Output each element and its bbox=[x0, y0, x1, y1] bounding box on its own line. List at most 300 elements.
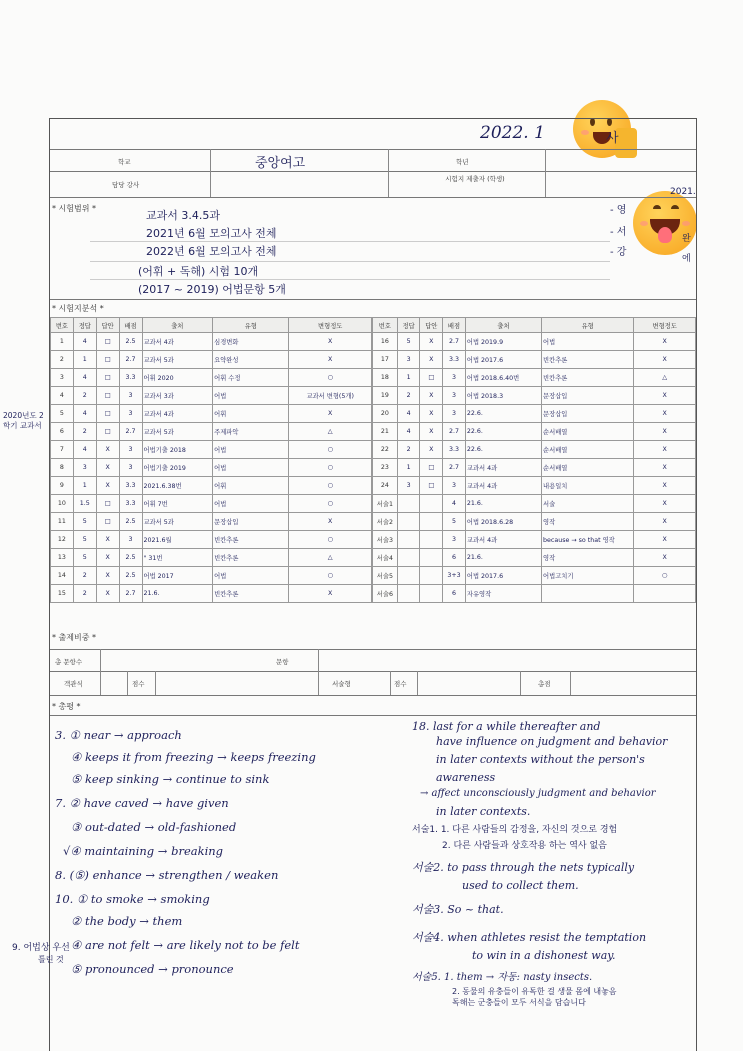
row-points: 2.5 bbox=[119, 567, 142, 585]
row-source: 자유영작 bbox=[465, 585, 541, 603]
row-points: 2.5 bbox=[119, 333, 142, 351]
row-type: 문장삽입 bbox=[542, 387, 634, 405]
row-answer: 1 bbox=[397, 369, 420, 387]
table-row bbox=[51, 423, 372, 441]
row-type: 서술 bbox=[542, 495, 634, 513]
range-tail-2: 완 bbox=[682, 234, 691, 244]
range-note-1: - 영 bbox=[610, 205, 627, 216]
row-mark: X bbox=[420, 405, 443, 423]
review-line: to win in a dishonest way. bbox=[472, 949, 616, 962]
row-number: 24 bbox=[373, 477, 398, 495]
row-points: 3.3 bbox=[443, 351, 466, 369]
row-type: 어법 bbox=[213, 495, 289, 513]
range-note-2: - 서 bbox=[610, 227, 627, 238]
row-source: 교과서 5과 bbox=[142, 513, 213, 531]
row-answer: 2 bbox=[397, 387, 420, 405]
row-number: 4 bbox=[51, 387, 74, 405]
row-degree: X bbox=[634, 387, 696, 405]
row-points: 5 bbox=[443, 513, 466, 531]
range-line-4: (어휘 + 독해) 시험 10개 bbox=[138, 265, 259, 278]
row-answer: 2 bbox=[73, 585, 96, 603]
col-answer: 정답 bbox=[397, 318, 420, 333]
col-no: 번호 bbox=[373, 318, 398, 333]
row-points: 2.7 bbox=[119, 351, 142, 369]
row-number: 서술1 bbox=[373, 495, 398, 513]
row-degree: △ bbox=[634, 369, 696, 387]
row-degree: X bbox=[634, 495, 696, 513]
row-answer: 1 bbox=[397, 459, 420, 477]
row-points: 3.3 bbox=[443, 441, 466, 459]
review-line: 서술3. So ~ that. bbox=[412, 903, 504, 916]
row-degree: X bbox=[634, 441, 696, 459]
table-row bbox=[51, 585, 372, 603]
review-line: ⑤ keep sinking → continue to sink bbox=[71, 772, 270, 786]
table-row bbox=[51, 513, 372, 531]
row-mark: X bbox=[420, 387, 443, 405]
row-degree: X bbox=[634, 549, 696, 567]
row-source: 교과서 4과 bbox=[142, 333, 213, 351]
year-tail-handwriting: 사 bbox=[606, 131, 619, 146]
row-mark: X bbox=[96, 531, 119, 549]
col-answer: 정답 bbox=[73, 318, 96, 333]
review-label: * 총평 * bbox=[52, 702, 81, 711]
table-row bbox=[51, 567, 372, 585]
review-line: 8. (⑤) enhance → strengthen / weaken bbox=[55, 868, 279, 882]
row-mark: □ bbox=[96, 405, 119, 423]
analysis-label: * 시험지분석 * bbox=[52, 304, 104, 313]
col-source: 출처 bbox=[142, 318, 213, 333]
review-line: awareness bbox=[436, 771, 496, 784]
row-number: 2 bbox=[51, 351, 74, 369]
row-source: 어법 2017.6 bbox=[465, 567, 541, 585]
review-left-column bbox=[55, 728, 410, 984]
col-points: 배점 bbox=[119, 318, 142, 333]
row-type: 빈칸추론 bbox=[213, 549, 289, 567]
row-answer: 4 bbox=[397, 405, 420, 423]
table-row bbox=[373, 585, 696, 603]
analysis-table-left bbox=[50, 317, 372, 603]
row-type: 어법 bbox=[213, 387, 289, 405]
row-number: 16 bbox=[373, 333, 398, 351]
table-row bbox=[51, 387, 372, 405]
row-points: 6 bbox=[443, 549, 466, 567]
objective-label: 객관식 bbox=[64, 680, 83, 688]
row-answer: 5 bbox=[397, 333, 420, 351]
row-source: 어법 2018.6.40번 bbox=[465, 369, 541, 387]
range-note-3: - 강 bbox=[610, 247, 627, 258]
review-line: have influence on judgment and behavior bbox=[436, 735, 668, 748]
review-line: 18. last for a while thereafter and bbox=[412, 720, 601, 733]
row-answer: 2 bbox=[73, 387, 96, 405]
row-points: 3 bbox=[443, 531, 466, 549]
row-type: 어휘 bbox=[213, 477, 289, 495]
review-line: ④ are not felt → are likely not to be felt bbox=[71, 938, 300, 952]
row-degree: ○ bbox=[289, 531, 372, 549]
review-line: in later contexts. bbox=[436, 805, 531, 818]
row-answer: 1 bbox=[73, 477, 96, 495]
row-mark bbox=[420, 567, 443, 585]
review-line: 서술1. 1. 다른 사람들의 감정을, 자신의 것으로 경험 bbox=[412, 825, 618, 835]
row-source: 2021.6월 bbox=[142, 531, 213, 549]
row-type: 빈칸추론 bbox=[213, 585, 289, 603]
range-line-1: 교과서 3.4.5과 bbox=[146, 209, 220, 222]
row-degree: ○ bbox=[289, 567, 372, 585]
row-answer: 5 bbox=[73, 513, 96, 531]
table-row bbox=[373, 477, 696, 495]
row-points: 3.3 bbox=[119, 495, 142, 513]
essay-score-label: 점수 bbox=[394, 680, 407, 688]
row-degree: X bbox=[289, 333, 372, 351]
row-number: 8 bbox=[51, 459, 74, 477]
table-row bbox=[373, 441, 696, 459]
row-answer: 5 bbox=[73, 549, 96, 567]
row-type: 어법고치기 bbox=[542, 567, 634, 585]
ratio-label: * 출제비중 * bbox=[52, 633, 96, 642]
row-degree: ○ bbox=[289, 369, 372, 387]
row-answer bbox=[397, 585, 420, 603]
row-mark bbox=[420, 513, 443, 531]
row-points: 4 bbox=[443, 495, 466, 513]
row-type: 문장삽입 bbox=[542, 405, 634, 423]
objective-score-label: 점수 bbox=[132, 680, 145, 688]
row-mark: X bbox=[96, 567, 119, 585]
row-number: 15 bbox=[51, 585, 74, 603]
row-number: 3 bbox=[51, 369, 74, 387]
row-type: 주제파악 bbox=[213, 423, 289, 441]
row-number: 서술3 bbox=[373, 531, 398, 549]
table-row bbox=[373, 549, 696, 567]
row-number: 서술4 bbox=[373, 549, 398, 567]
row-source: 22.6. bbox=[465, 423, 541, 441]
row-type: 빈칸추론 bbox=[542, 351, 634, 369]
row-degree: X bbox=[634, 459, 696, 477]
row-degree: X bbox=[289, 351, 372, 369]
row-answer: 4 bbox=[73, 369, 96, 387]
col-mark: 답안 bbox=[96, 318, 119, 333]
range-label: * 시험범위 * bbox=[52, 204, 96, 213]
review-left-margin-2: 틀린 것 bbox=[38, 955, 64, 964]
row-degree: X bbox=[634, 405, 696, 423]
review-line: ③ out-dated → old-fashioned bbox=[71, 820, 237, 834]
row-source: 교과서 3과 bbox=[142, 387, 213, 405]
row-points: 3 bbox=[443, 387, 466, 405]
left-margin-note: 2020년도 2학기 교과서 bbox=[3, 411, 44, 430]
year-handwriting: 2022. 1 bbox=[480, 123, 545, 143]
row-points: 2.5 bbox=[119, 549, 142, 567]
row-mark: X bbox=[420, 333, 443, 351]
row-type: 빈칸추론 bbox=[542, 369, 634, 387]
row-source: 21.6. bbox=[142, 585, 213, 603]
row-degree: ○ bbox=[289, 495, 372, 513]
row-source: 어휘 2020 bbox=[142, 369, 213, 387]
row-points: 3.3 bbox=[119, 477, 142, 495]
col-no: 번호 bbox=[51, 318, 74, 333]
row-points: 2.7 bbox=[119, 585, 142, 603]
row-answer: 2 bbox=[397, 441, 420, 459]
row-answer bbox=[397, 531, 420, 549]
range-line-2: 2021년 6월 모의고사 전체 bbox=[146, 227, 277, 240]
row-source: 어법 2018.3 bbox=[465, 387, 541, 405]
grade-label: 학년 bbox=[456, 158, 469, 166]
col-mark: 답안 bbox=[420, 318, 443, 333]
row-degree: X bbox=[289, 513, 372, 531]
row-degree: △ bbox=[289, 549, 372, 567]
row-source: 교과서 4과 bbox=[142, 405, 213, 423]
row-type: 순서배열 bbox=[542, 459, 634, 477]
row-number: 서술6 bbox=[373, 585, 398, 603]
row-type: 어휘 bbox=[213, 405, 289, 423]
row-number: 11 bbox=[51, 513, 74, 531]
row-number: 서술5 bbox=[373, 567, 398, 585]
row-mark: □ bbox=[96, 513, 119, 531]
row-points: 3 bbox=[119, 531, 142, 549]
review-line: ④ keeps it from freezing → keeps freezing bbox=[71, 750, 316, 764]
row-points: 3 bbox=[443, 477, 466, 495]
review-line: 2. 다른 사람들과 상호작용 하는 역사 없음 bbox=[442, 841, 607, 851]
school-label: 학교 bbox=[118, 158, 131, 166]
row-source: 어법 2017.6 bbox=[465, 351, 541, 369]
row-source: 교과서 4과 bbox=[465, 459, 541, 477]
row-mark: □ bbox=[96, 369, 119, 387]
col-type: 유형 bbox=[542, 318, 634, 333]
row-degree: △ bbox=[289, 423, 372, 441]
row-type: 순서배열 bbox=[542, 423, 634, 441]
row-mark: X bbox=[96, 477, 119, 495]
row-degree: ○ bbox=[289, 441, 372, 459]
row-mark: □ bbox=[420, 477, 443, 495]
row-degree bbox=[634, 585, 696, 603]
row-source: 어법 2018.6.28 bbox=[465, 513, 541, 531]
row-points: 3 bbox=[119, 387, 142, 405]
row-type: because → so that 영작 bbox=[542, 531, 634, 549]
row-answer: 4 bbox=[73, 405, 96, 423]
row-number: 서술2 bbox=[373, 513, 398, 531]
row-type: 순서배열 bbox=[542, 441, 634, 459]
review-line: 7. ② have caved → have given bbox=[55, 796, 229, 810]
row-points: 3+3 bbox=[443, 567, 466, 585]
review-line: in later contexts without the person's bbox=[436, 753, 645, 766]
row-source: 교과서 5과 bbox=[142, 351, 213, 369]
row-mark: X bbox=[96, 549, 119, 567]
row-answer: 2 bbox=[73, 423, 96, 441]
table-row bbox=[373, 423, 696, 441]
table-row bbox=[51, 351, 372, 369]
table-row bbox=[373, 459, 696, 477]
table-row bbox=[51, 369, 372, 387]
row-points: 2.7 bbox=[443, 423, 466, 441]
row-number: 1 bbox=[51, 333, 74, 351]
review-line: √④ maintaining → breaking bbox=[63, 844, 224, 858]
row-points: 3 bbox=[443, 369, 466, 387]
grand-total-label: 총점 bbox=[538, 680, 551, 688]
row-degree: X bbox=[634, 351, 696, 369]
row-type: 어법 bbox=[213, 441, 289, 459]
row-type: 심경변화 bbox=[213, 333, 289, 351]
row-type: 문장삽입 bbox=[213, 513, 289, 531]
table-row bbox=[51, 405, 372, 423]
row-answer bbox=[397, 495, 420, 513]
table-row bbox=[51, 333, 372, 351]
row-points: 6 bbox=[443, 585, 466, 603]
row-points: 3 bbox=[119, 441, 142, 459]
table-row bbox=[373, 495, 696, 513]
row-number: 7 bbox=[51, 441, 74, 459]
row-points: 2.5 bbox=[119, 513, 142, 531]
table-row bbox=[373, 513, 696, 531]
review-line: ⑤ pronounced → pronounce bbox=[71, 962, 234, 976]
row-mark: X bbox=[96, 585, 119, 603]
table-row bbox=[373, 567, 696, 585]
row-points: 2.7 bbox=[443, 459, 466, 477]
review-line: 2. 동물의 유충들이 유독한 걸 생물 몸에 내놓음 bbox=[452, 987, 617, 996]
row-number: 19 bbox=[373, 387, 398, 405]
row-degree: X bbox=[634, 477, 696, 495]
row-type: 영작 bbox=[542, 513, 634, 531]
table-row bbox=[373, 387, 696, 405]
row-degree: ○ bbox=[634, 567, 696, 585]
table-row bbox=[51, 459, 372, 477]
row-mark: □ bbox=[420, 459, 443, 477]
row-source: 22.6. bbox=[465, 405, 541, 423]
row-points: 3 bbox=[119, 405, 142, 423]
row-number: 13 bbox=[51, 549, 74, 567]
row-mark bbox=[420, 531, 443, 549]
row-degree: X bbox=[634, 513, 696, 531]
table-row bbox=[373, 531, 696, 549]
teacher-label: 담당 강사 bbox=[112, 181, 140, 189]
col-degree: 변형정도 bbox=[289, 318, 372, 333]
review-line: 서술2. to pass through the nets typically bbox=[412, 861, 635, 874]
row-type: 빈칸추론 bbox=[213, 531, 289, 549]
row-points: 3.3 bbox=[119, 369, 142, 387]
row-answer: 4 bbox=[73, 441, 96, 459]
row-type: 어법 bbox=[213, 567, 289, 585]
row-source: 21.6. bbox=[465, 549, 541, 567]
row-mark: □ bbox=[96, 387, 119, 405]
row-answer: 3 bbox=[397, 351, 420, 369]
row-mark: X bbox=[420, 423, 443, 441]
table-row bbox=[373, 405, 696, 423]
range-line-5: (2017 ~ 2019) 어법문항 5개 bbox=[138, 283, 286, 296]
range-tail-1: 2021. bbox=[670, 187, 696, 197]
table-row bbox=[373, 369, 696, 387]
row-source: 22.6. bbox=[465, 441, 541, 459]
row-mark: □ bbox=[96, 423, 119, 441]
row-number: 5 bbox=[51, 405, 74, 423]
row-answer: 3 bbox=[73, 459, 96, 477]
table-row bbox=[51, 531, 372, 549]
row-mark: □ bbox=[96, 495, 119, 513]
col-points: 배점 bbox=[443, 318, 466, 333]
row-degree: X bbox=[289, 405, 372, 423]
row-mark: X bbox=[420, 441, 443, 459]
row-degree: X bbox=[634, 423, 696, 441]
row-source: 어법 2019.9 bbox=[465, 333, 541, 351]
row-source: 21.6. bbox=[465, 495, 541, 513]
row-type: 영작 bbox=[542, 549, 634, 567]
row-mark bbox=[420, 585, 443, 603]
row-mark: □ bbox=[96, 351, 119, 369]
row-answer: 1 bbox=[73, 351, 96, 369]
review-line: 3. ① near → approach bbox=[55, 728, 182, 742]
row-points: 2.7 bbox=[119, 423, 142, 441]
row-mark: □ bbox=[420, 369, 443, 387]
review-line: 서술5. 1. them → 자동: nasty insects. bbox=[412, 972, 593, 983]
row-degree: X bbox=[634, 531, 696, 549]
review-line: used to collect them. bbox=[462, 879, 579, 892]
row-source: 어법 2017 bbox=[142, 567, 213, 585]
row-source: 교과서 4과 bbox=[465, 531, 541, 549]
row-answer bbox=[397, 513, 420, 531]
row-type: 내용일치 bbox=[542, 477, 634, 495]
row-degree: ○ bbox=[289, 459, 372, 477]
row-source: 교과서 5과 bbox=[142, 423, 213, 441]
essay-label: 서술형 bbox=[332, 680, 351, 688]
row-mark: X bbox=[96, 441, 119, 459]
school-value: 중앙여고 bbox=[255, 156, 306, 171]
row-type: 어휘 수정 bbox=[213, 369, 289, 387]
row-number: 23 bbox=[373, 459, 398, 477]
question-unit-label: 문항 bbox=[276, 658, 289, 666]
row-number: 9 bbox=[51, 477, 74, 495]
row-answer: 3 bbox=[397, 477, 420, 495]
analysis-table-right bbox=[372, 317, 696, 603]
row-mark: □ bbox=[96, 333, 119, 351]
row-points: 3 bbox=[119, 459, 142, 477]
table-row bbox=[51, 441, 372, 459]
row-source: 교과서 4과 bbox=[465, 477, 541, 495]
row-answer: 2 bbox=[73, 567, 96, 585]
row-points: 3 bbox=[443, 405, 466, 423]
table-row bbox=[51, 477, 372, 495]
row-type: 요약완성 bbox=[213, 351, 289, 369]
row-answer: 1.5 bbox=[73, 495, 96, 513]
row-degree: X bbox=[289, 585, 372, 603]
row-mark bbox=[420, 549, 443, 567]
table-row bbox=[373, 351, 696, 369]
submitter-label: 시험지 제출자 (학생) bbox=[445, 175, 505, 183]
row-source: 2021.6.38번 bbox=[142, 477, 213, 495]
row-degree: X bbox=[634, 333, 696, 351]
row-number: 18 bbox=[373, 369, 398, 387]
row-number: 22 bbox=[373, 441, 398, 459]
range-tail-3: 에 bbox=[682, 254, 691, 264]
row-mark bbox=[420, 495, 443, 513]
row-number: 14 bbox=[51, 567, 74, 585]
table-row bbox=[373, 333, 696, 351]
row-type bbox=[542, 585, 634, 603]
row-type: 어법 bbox=[542, 333, 634, 351]
row-answer bbox=[397, 567, 420, 585]
total-questions-label: 총 문항수 bbox=[55, 658, 83, 666]
review-line: → affect unconsciously judgment and behavior bbox=[420, 788, 656, 799]
row-answer: 4 bbox=[397, 423, 420, 441]
review-right-column bbox=[412, 720, 742, 1007]
review-line: 10. ① to smoke → smoking bbox=[55, 892, 210, 906]
row-source: 어휘 7번 bbox=[142, 495, 213, 513]
row-mark: X bbox=[420, 351, 443, 369]
col-degree: 변형정도 bbox=[634, 318, 696, 333]
review-line: ② the body → them bbox=[71, 914, 183, 928]
row-type: 어법 bbox=[213, 459, 289, 477]
row-degree: ○ bbox=[289, 477, 372, 495]
row-number: 20 bbox=[373, 405, 398, 423]
col-source: 출처 bbox=[465, 318, 541, 333]
row-answer: 4 bbox=[73, 333, 96, 351]
table-row bbox=[51, 549, 372, 567]
row-number: 10 bbox=[51, 495, 74, 513]
row-number: 21 bbox=[373, 423, 398, 441]
